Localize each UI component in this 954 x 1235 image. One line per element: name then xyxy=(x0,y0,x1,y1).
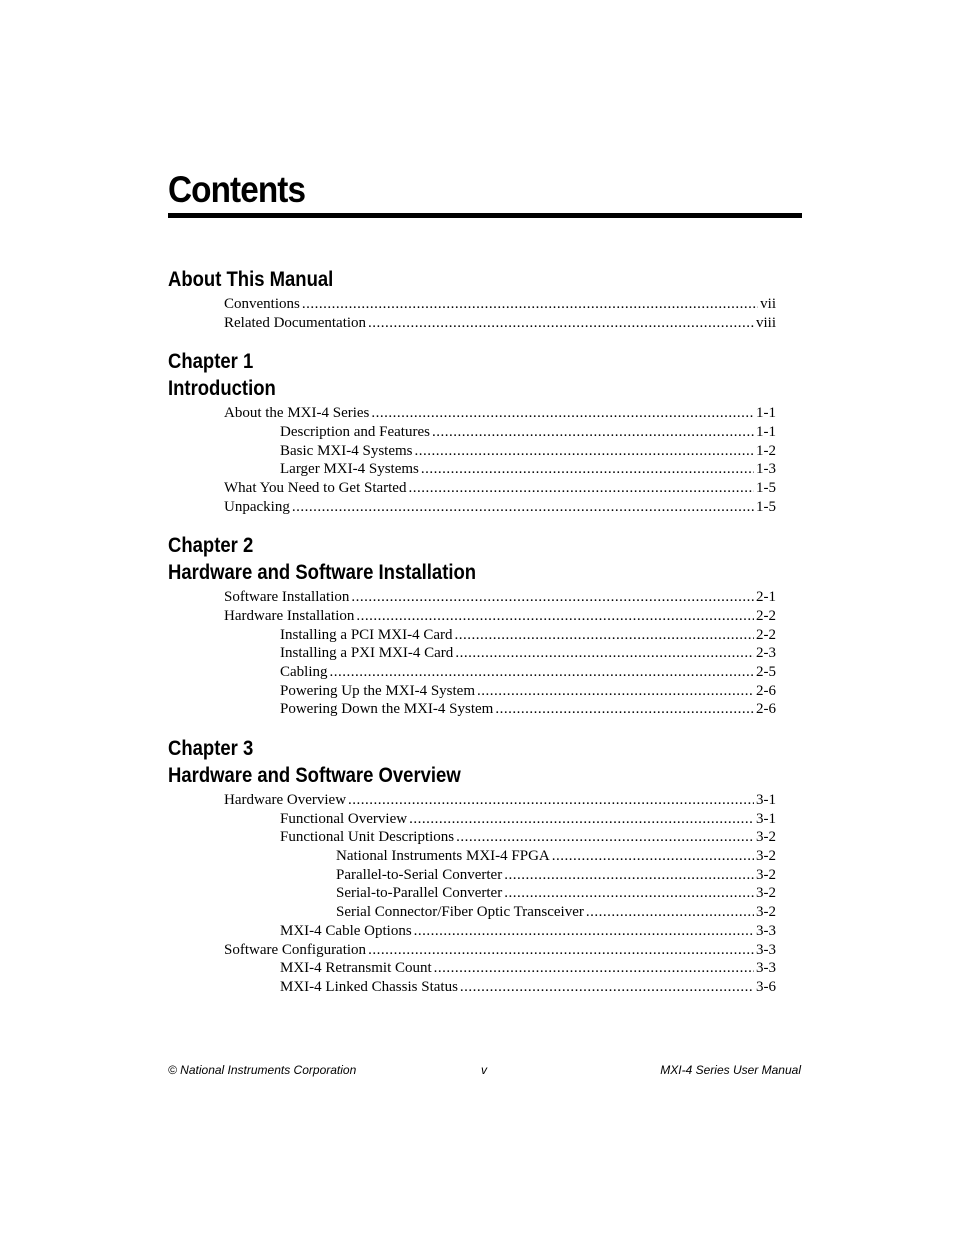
toc-entry-page: 1-2 xyxy=(756,443,776,459)
toc-leader-dots xyxy=(415,442,755,461)
toc-leader-dots xyxy=(302,295,758,314)
toc-leader-dots xyxy=(348,791,754,810)
toc-leader-dots xyxy=(408,479,754,498)
toc-entry-label: Cabling xyxy=(280,664,328,680)
toc-entry-label: Larger MXI-4 Systems xyxy=(280,461,419,477)
toc-entry[interactable] xyxy=(280,663,776,682)
toc-leader-dots xyxy=(421,460,754,479)
toc-entry[interactable] xyxy=(280,959,776,978)
toc-entry-label: Serial-to-Parallel Converter xyxy=(336,885,503,901)
section-heading-about-this-manual: About This Manual xyxy=(168,268,334,291)
toc-entry[interactable] xyxy=(280,460,776,479)
toc-entry-label: MXI-4 Retransmit Count xyxy=(280,960,432,976)
toc-entry-label: Functional Overview xyxy=(280,811,408,827)
toc-entry[interactable] xyxy=(224,588,776,607)
toc-entry-label: Installing a PCI MXI-4 Card xyxy=(280,627,453,643)
section-heading-chapter-3: Chapter 3 xyxy=(168,737,254,760)
toc-entry-page: 1-1 xyxy=(756,424,776,440)
toc-entry-page: 2-5 xyxy=(756,664,776,680)
toc-leader-dots xyxy=(495,700,754,719)
toc-entry-label: Powering Up the MXI-4 System xyxy=(280,683,475,699)
toc-entry-label: Hardware Installation xyxy=(224,608,355,624)
toc-entry-page: 2-6 xyxy=(756,683,776,699)
toc-entry-page: 2-2 xyxy=(756,608,776,624)
toc-entry-label: Unpacking xyxy=(224,499,290,515)
toc-entry-page: 1-3 xyxy=(756,461,776,477)
section-heading-hardware-software-overview: Hardware and Software Overview xyxy=(168,764,461,787)
toc-entry-label: Parallel-to-Serial Converter xyxy=(336,867,503,883)
section-heading-hardware-software-installation: Hardware and Software Installation xyxy=(168,561,477,584)
toc-entry-label: Conventions xyxy=(224,296,300,312)
toc-entry-label: About the MXI-4 Series xyxy=(224,405,370,421)
toc-leader-dots xyxy=(292,498,754,517)
toc-entry-label: Software Installation xyxy=(224,589,350,605)
toc-leader-dots xyxy=(351,588,754,607)
toc-leader-dots xyxy=(456,828,754,847)
toc-entry-page: 1-5 xyxy=(756,480,776,496)
toc-leader-dots xyxy=(504,884,754,903)
toc-entry-label: Powering Down the MXI-4 System xyxy=(280,701,494,717)
toc-entry[interactable] xyxy=(280,922,776,941)
toc-entry-label: Functional Unit Descriptions xyxy=(280,829,455,845)
toc-entry-page: 3-2 xyxy=(756,829,776,845)
toc-entry-label: What You Need to Get Started xyxy=(224,480,407,496)
toc-entry-page: 1-1 xyxy=(756,405,776,421)
toc-leader-dots xyxy=(455,644,754,663)
toc-entry[interactable] xyxy=(280,810,776,829)
toc-entry[interactable] xyxy=(336,847,776,866)
toc-entry-page: 1-5 xyxy=(756,499,776,515)
toc-entry[interactable] xyxy=(224,314,776,333)
toc-entry-page: 3-3 xyxy=(756,960,776,976)
toc-entry-label: MXI-4 Cable Options xyxy=(280,923,412,939)
toc-leader-dots xyxy=(477,682,754,701)
toc-leader-dots xyxy=(409,810,754,829)
toc-leader-dots xyxy=(460,978,754,997)
toc-entry-page: 3-2 xyxy=(756,885,776,901)
toc-leader-dots xyxy=(371,404,754,423)
toc-entry-label: Description and Features xyxy=(280,424,430,440)
toc-entry[interactable] xyxy=(280,644,776,663)
toc-entry[interactable] xyxy=(280,423,776,442)
toc-entry[interactable] xyxy=(224,404,776,423)
toc-leader-dots xyxy=(586,903,754,922)
toc-entry-label: MXI-4 Linked Chassis Status xyxy=(280,979,458,995)
toc-entry-page: 2-2 xyxy=(756,627,776,643)
toc-entry-page: vii xyxy=(760,296,776,312)
toc-entry-label: National Instruments MXI-4 FPGA xyxy=(336,848,550,864)
toc-leader-dots xyxy=(330,663,755,682)
toc-entry[interactable] xyxy=(280,626,776,645)
title-rule xyxy=(168,213,802,218)
toc-entry[interactable] xyxy=(224,941,776,960)
toc-leader-dots xyxy=(356,607,754,626)
toc-leader-dots xyxy=(454,626,754,645)
toc-entry-label: Serial Connector/Fiber Optic Transceiver xyxy=(336,904,584,920)
toc-leader-dots xyxy=(414,922,754,941)
toc-entry-label: Related Documentation xyxy=(224,315,367,331)
toc-leader-dots xyxy=(432,423,754,442)
toc-entry-label: Installing a PXI MXI-4 Card xyxy=(280,645,454,661)
footer-manual-title: MXI-4 Series User Manual xyxy=(660,1063,801,1077)
toc-entry[interactable] xyxy=(336,866,776,885)
toc-entry-page: 3-3 xyxy=(756,942,776,958)
toc-leader-dots xyxy=(504,866,754,885)
toc-leader-dots xyxy=(368,941,754,960)
toc-leader-dots xyxy=(552,847,754,866)
toc-entry[interactable] xyxy=(280,828,776,847)
toc-entry-page: 2-3 xyxy=(756,645,776,661)
toc-entry-page: 2-6 xyxy=(756,701,776,717)
toc-entry-page: 3-1 xyxy=(756,792,776,808)
toc-entry-page: 3-3 xyxy=(756,923,776,939)
section-heading-chapter-1: Chapter 1 xyxy=(168,350,254,373)
toc-entry[interactable] xyxy=(224,498,776,517)
toc-entry[interactable] xyxy=(280,682,776,701)
section-heading-introduction: Introduction xyxy=(168,377,276,400)
toc-entry-label: Software Configuration xyxy=(224,942,367,958)
toc-entry-page: 3-2 xyxy=(756,904,776,920)
toc-entry[interactable] xyxy=(280,700,776,719)
toc-entry-label: Basic MXI-4 Systems xyxy=(280,443,413,459)
toc-entry[interactable] xyxy=(224,479,776,498)
toc-leader-dots xyxy=(368,314,754,333)
page-title: Contents xyxy=(168,169,306,210)
toc-entry[interactable] xyxy=(336,884,776,903)
toc-entry[interactable] xyxy=(280,442,776,461)
toc-entry-page: 3-6 xyxy=(756,979,776,995)
toc-entry-page: 3-2 xyxy=(756,848,776,864)
toc-entry-page: 3-2 xyxy=(756,867,776,883)
toc-leader-dots xyxy=(434,959,754,978)
toc-entry-page: 2-1 xyxy=(756,589,776,605)
toc-entry[interactable] xyxy=(280,978,776,997)
toc-entry[interactable] xyxy=(224,607,776,626)
footer-page-number: v xyxy=(481,1063,487,1077)
toc-entry[interactable] xyxy=(224,295,776,314)
section-heading-chapter-2: Chapter 2 xyxy=(168,534,254,557)
toc-entry[interactable] xyxy=(224,791,776,810)
toc-entry-page: 3-1 xyxy=(756,811,776,827)
toc-entry-label: Hardware Overview xyxy=(224,792,347,808)
toc-entry-page: viii xyxy=(755,315,776,331)
toc-entry[interactable] xyxy=(336,903,776,922)
footer-copyright: © National Instruments Corporation xyxy=(168,1063,357,1077)
